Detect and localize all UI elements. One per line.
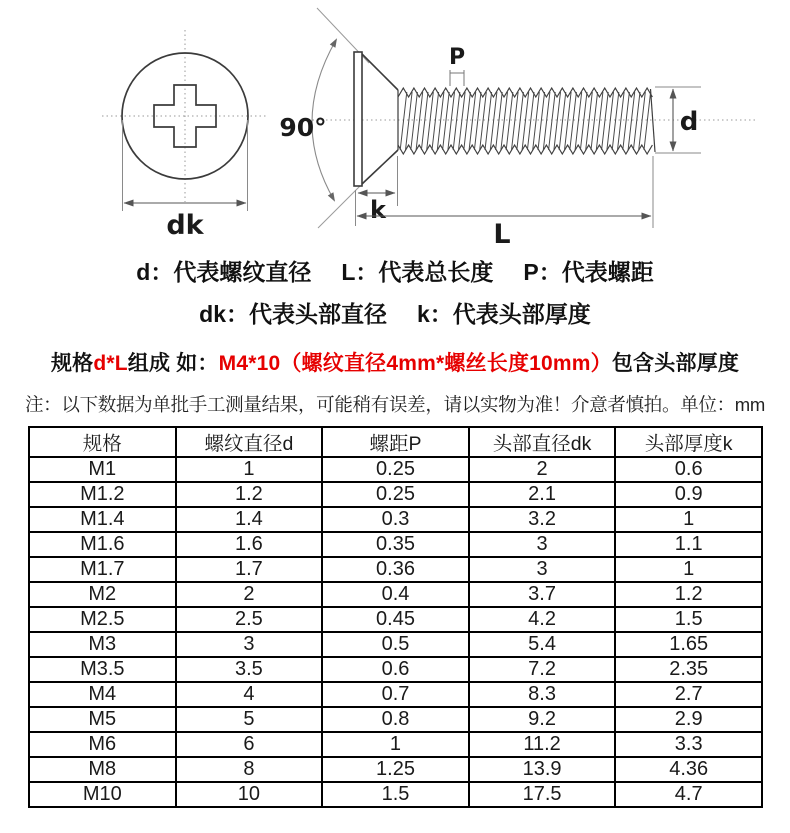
table-cell: M1.2: [29, 482, 176, 507]
table-row: [29, 507, 762, 532]
table-cell: 5.4: [469, 632, 616, 657]
table-cell: 1.65: [615, 632, 762, 657]
table-cell: 0.4: [322, 582, 469, 607]
legend-row-2: [0, 299, 790, 329]
table-cell: 5: [176, 707, 323, 732]
table-cell: 6: [176, 732, 323, 757]
table-cell: 0.5: [322, 632, 469, 657]
spec-seg-1: 规格: [50, 352, 94, 375]
table-row: [29, 657, 762, 682]
head-cone-top: [362, 54, 398, 90]
k-label: k: [370, 196, 386, 224]
spec-seg-4: M4*10（螺纹直径4mm*螺丝长度10mm）: [218, 352, 612, 375]
table-cell: 0.35: [322, 532, 469, 557]
table-cell: 2: [469, 457, 616, 482]
angle-arc-arrow-top: [330, 38, 337, 47]
table-row: [29, 732, 762, 757]
legend-p: P：代表螺距: [523, 259, 654, 285]
table-cell: 0.3: [322, 507, 469, 532]
p-label: P: [448, 45, 466, 70]
table-cell: 0.6: [322, 657, 469, 682]
spec-seg-5: 包含头部厚度: [611, 352, 740, 375]
table-row: [29, 607, 762, 632]
table-cell: 10: [176, 782, 323, 807]
table-cell: 0.6: [615, 457, 762, 482]
table-cell: 3.3: [615, 732, 762, 757]
table-cell: 3: [176, 632, 323, 657]
angle-label: 90°: [279, 113, 327, 142]
table-cell: M2: [29, 582, 176, 607]
table-row: [29, 682, 762, 707]
table-cell: 9.2: [469, 707, 616, 732]
table-row: [29, 632, 762, 657]
table-cell: 2.35: [615, 657, 762, 682]
table-cell: 3.5: [176, 657, 323, 682]
table-row: [29, 557, 762, 582]
table-cell: 3.7: [469, 582, 616, 607]
d-label: d: [679, 107, 699, 137]
table-cell: 1: [322, 732, 469, 757]
table-cell: 8: [176, 757, 323, 782]
legend-d: d：代表螺纹直径: [136, 259, 312, 285]
head-cone-bottom: [362, 150, 398, 184]
table-header-cell: 规格: [29, 427, 176, 457]
table-cell: M5: [29, 707, 176, 732]
spec-seg-2: d*L: [93, 352, 128, 375]
table-cell: 0.25: [322, 482, 469, 507]
table-cell: 2.5: [176, 607, 323, 632]
table-cell: 0.36: [322, 557, 469, 582]
table-cell: 1: [615, 557, 762, 582]
spec-table-header-row: [29, 427, 762, 457]
table-cell: 1: [176, 457, 323, 482]
table-cell: 11.2: [469, 732, 616, 757]
table-cell: M1.7: [29, 557, 176, 582]
table-cell: M1.4: [29, 507, 176, 532]
table-cell: M1: [29, 457, 176, 482]
table-row: [29, 532, 762, 557]
table-cell: 2.7: [615, 682, 762, 707]
table-cell: 0.9: [615, 482, 762, 507]
spec-table-head: [29, 427, 762, 457]
table-row: [29, 782, 762, 807]
table-row: [29, 707, 762, 732]
table-cell: 1.2: [176, 482, 323, 507]
table-cell: 13.9: [469, 757, 616, 782]
table-cell: 1.5: [322, 782, 469, 807]
table-cell: 4.2: [469, 607, 616, 632]
table-cell: 3.2: [469, 507, 616, 532]
measurement-note: 注：以下数据为单批手工测量结果，可能稍有误差，请以实物为准！介意者慎拍。单位：mm: [24, 394, 766, 415]
table-cell: 1.6: [176, 532, 323, 557]
table-cell: M10: [29, 782, 176, 807]
table-cell: 1.25: [322, 757, 469, 782]
legend-k: k：代表头部厚度: [417, 301, 591, 327]
table-cell: M6: [29, 732, 176, 757]
table-cell: 0.45: [322, 607, 469, 632]
table-header-cell: 头部厚度k: [615, 427, 762, 457]
table-header-cell: 螺纹直径d: [176, 427, 323, 457]
legend-row-1: [0, 257, 790, 287]
dk-label: dk: [166, 210, 204, 241]
screw-head-front-view: [102, 30, 268, 241]
table-cell: 3: [469, 532, 616, 557]
spec-format-line: [0, 350, 790, 378]
thread-flank-lines: [400, 92, 650, 150]
table-row: [29, 582, 762, 607]
table-cell: 1: [615, 507, 762, 532]
table-cell: 0.25: [322, 457, 469, 482]
table-cell: M2.5: [29, 607, 176, 632]
table-cell: 0.8: [322, 707, 469, 732]
spec-table-body: [29, 457, 762, 807]
table-cell: 1.2: [615, 582, 762, 607]
table-cell: 1.1: [615, 532, 762, 557]
spec-seg-3: 组成 如：: [127, 352, 219, 375]
legend-dk: dk：代表头部直径: [199, 301, 388, 327]
table-cell: 4.7: [615, 782, 762, 807]
table-cell: 1.7: [176, 557, 323, 582]
legend-l: L：代表总长度: [341, 259, 494, 285]
table-cell: 3: [469, 557, 616, 582]
table-row: [29, 457, 762, 482]
table-cell: M3: [29, 632, 176, 657]
thread-bottom-edge: [398, 145, 652, 154]
table-cell: 8.3: [469, 682, 616, 707]
table-cell: 2.1: [469, 482, 616, 507]
table-cell: 2: [176, 582, 323, 607]
table-cell: 2.9: [615, 707, 762, 732]
table-cell: 1.4: [176, 507, 323, 532]
head-face: [354, 52, 362, 186]
screw-side-view: [279, 8, 755, 245]
table-cell: M4: [29, 682, 176, 707]
table-cell: M8: [29, 757, 176, 782]
table-row: [29, 482, 762, 507]
screw-technical-drawing: [0, 0, 790, 245]
table-cell: M3.5: [29, 657, 176, 682]
spec-table: [28, 426, 763, 808]
angle-arc-arrow-bottom: [328, 192, 335, 201]
table-cell: 4: [176, 682, 323, 707]
table-cell: 7.2: [469, 657, 616, 682]
table-cell: 0.7: [322, 682, 469, 707]
l-label: L: [493, 219, 511, 245]
table-cell: 17.5: [469, 782, 616, 807]
table-row: [29, 757, 762, 782]
thread-top-edge: [398, 88, 652, 97]
table-cell: 1.5: [615, 607, 762, 632]
table-header-cell: 头部直径dk: [469, 427, 616, 457]
table-cell: M1.6: [29, 532, 176, 557]
table-cell: 4.36: [615, 757, 762, 782]
table-header-cell: 螺距P: [322, 427, 469, 457]
